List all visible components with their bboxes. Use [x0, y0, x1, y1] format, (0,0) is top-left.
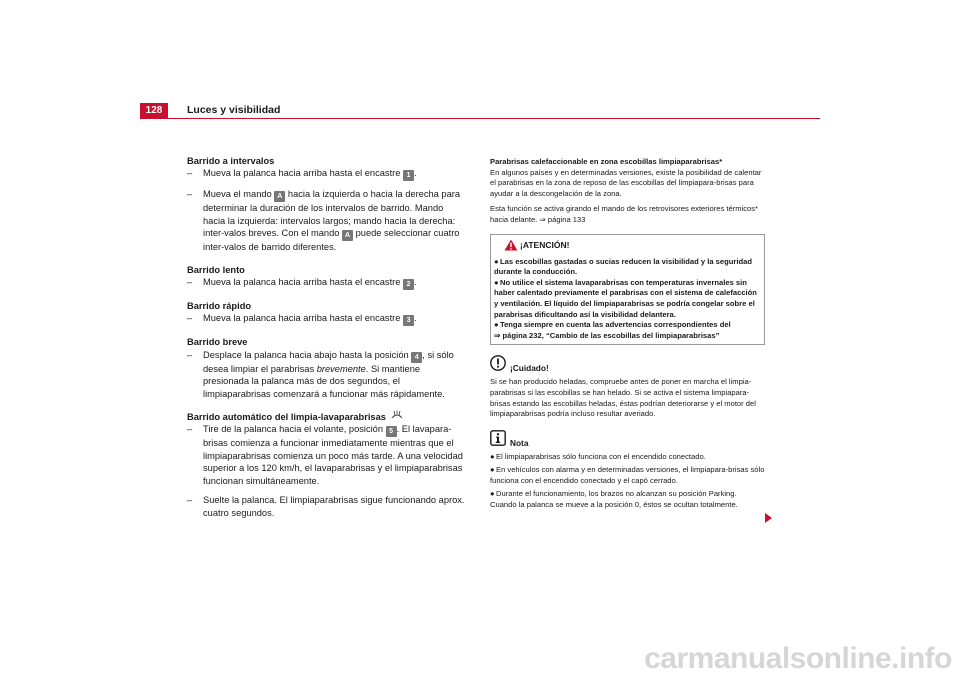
note-title: Nota [510, 437, 529, 448]
step-text: Suelte la palanca. El limpiaparabrisas sigue funcionando aprox. cuatro segundos. [203, 495, 465, 518]
warning-box [490, 234, 765, 346]
right-column [490, 157, 765, 511]
caution-title: ¡Cuidado! [510, 363, 549, 374]
section-title-slow: Barrido lento [187, 264, 245, 275]
note-bullet [490, 452, 765, 463]
bullet-icon: ● [494, 320, 499, 330]
step-fast [187, 312, 467, 326]
washer-spray-icon [391, 410, 403, 420]
bullet-text: Tenga siempre en cuenta las advertencias correspondientes del [500, 320, 731, 330]
bullet-text: Durante el funcionamiento, los brazos no alcanzan su posición Parking. Cuando la palanca se mueve a la posición 0, éstos se ocultan totalmente. [490, 489, 738, 510]
step-intervals-2 [187, 188, 467, 253]
step-auto-1 [187, 423, 467, 487]
step-text: hacia la izquierda o hacia la derecha para determinar la duración de los intervalos de barrido. Mando hacia la izquierda: intervalos largos; mando hacia la derecha: inter-valos breves. Con el mando [203, 189, 461, 239]
warning-bullet [494, 278, 761, 320]
note-bullet [490, 489, 765, 510]
step-intervals-1 [187, 167, 467, 181]
bullet-icon: ● [490, 465, 495, 475]
dash: – [187, 349, 193, 360]
section-title-fast: Barrido rápido [187, 301, 252, 312]
page-header [140, 103, 820, 119]
step-text: Mueva la palanca hacia arriba hasta el encastre [203, 313, 404, 324]
position-badge-4: 4 [411, 352, 422, 363]
warning-title: ¡ATENCIÓN! [520, 239, 570, 250]
section-title-brief: Barrido breve [187, 337, 248, 348]
dash: – [187, 189, 193, 200]
heated-windscreen-text: En algunos países y en determinadas versiones, existe la posibilidad de calentar el parabrisas en la zona de reposo de las escobillas del limpiapara-brisas para ayudar a la descongelación de la zona. [490, 167, 762, 198]
section-title-intervals: Barrido a intervalos [187, 156, 275, 166]
step-text: . El lavapara-brisas comienza a funcionar inmediatamente mientras que el limpiaparabrisas comienza un poco más tarde. A una velocidad superior a los 120 km/h, el lavaparabrisas y el limpiaparabrisas funcionan simultáneamente. [203, 424, 463, 486]
position-badge-3: 3 [403, 315, 414, 326]
step-text: . [414, 168, 417, 179]
dash: – [187, 277, 193, 288]
step-text: Desplace la palanca hacia abajo hasta la posición [203, 349, 412, 360]
section-title-auto [187, 410, 467, 423]
page-reference-link[interactable]: ⇒ página 133 [539, 214, 586, 224]
watermark: carmanualsonline.info [644, 642, 952, 675]
bullet-icon: ● [494, 256, 499, 266]
step-text: Mueva la palanca hacia arriba hasta el encastre [203, 277, 404, 288]
caution-exclamation-icon [490, 355, 506, 371]
header-rule [168, 118, 820, 119]
page-number: 128 [140, 103, 168, 119]
position-badge-1: 1 [403, 170, 414, 181]
caution-header [490, 355, 765, 377]
dash: – [187, 313, 193, 324]
step-text: Mueva la palanca hacia arriba hasta el encastre [203, 168, 404, 179]
dash: – [187, 424, 193, 435]
step-auto-2 [187, 494, 467, 519]
position-badge-5: 5 [386, 426, 397, 437]
bullet-icon: ● [490, 489, 495, 499]
step-brief [187, 349, 467, 400]
section-title-text: Barrido automático del limpia-lavaparabrisas [187, 412, 386, 423]
footer [0, 640, 960, 678]
paragraph-text: Esta función se activa girando el mando de los retrovisores exteriores térmicos* hacia delante. [490, 204, 759, 224]
bullet-text: El limpiaparabrisas sólo funciona con el encendido conectado. [496, 451, 706, 461]
bullet-text: En vehículos con alarma y en determinadas versiones, el limpiapara-brisas sólo funciona con el encendido conectado y el capó cerrado. [490, 465, 765, 485]
dash: – [187, 495, 193, 506]
warning-bullet [494, 257, 761, 278]
bullet-icon: ● [490, 451, 495, 461]
step-text: , si sólo desea limpiar el parabrisas [203, 349, 454, 374]
step-text: . [414, 277, 417, 288]
note-info-icon [490, 430, 506, 446]
step-text: Mueva el mando [203, 189, 275, 200]
step-text: Tire de la palanca hacia el volante, posición [203, 424, 386, 435]
page-reference-link[interactable]: ⇒ página 232, “Cambio de las escobillas del limpiaparabrisas” [494, 330, 720, 340]
note-bullet [490, 465, 765, 486]
caution-text: Si se han producido heladas, compruebe antes de poner en marcha el limpia-parabrisas si las escobillas se han helado. Si se activa el sistema limpiapara-brisas estando las escobillas heladas, éstas podrían deteriorarse y el motor del limpiaparabrisas podría incluso resultar averiado. [490, 377, 756, 419]
control-badge-a: A [342, 230, 353, 241]
left-column [187, 155, 467, 519]
dash: – [187, 168, 193, 179]
warning-triangle-icon [504, 239, 518, 251]
heated-windscreen-activation [490, 204, 765, 225]
warning-header [494, 235, 761, 255]
emphasis-text: brevemente [316, 363, 366, 374]
step-slow [187, 276, 467, 290]
chapter-title: Luces y visibilidad [187, 104, 281, 116]
bullet-text: No utilice el sistema lavaparabrisas con temperaturas invernales sin haber calentado previamente el parabrisas con el sistema de calefacción y ventilación. El líquido del limpiaparabrisas se podría congelar sobre el parabrisas dificultando así la visibilidad delantera. [494, 277, 757, 319]
bullet-icon: ● [494, 277, 499, 287]
continue-arrow-icon [765, 513, 772, 523]
note-header [490, 430, 765, 452]
position-badge-2: 2 [403, 279, 414, 290]
warning-bullet [494, 320, 761, 341]
step-text: . Si mantiene presionada la palanca más de dos segundos, el limpiaparabrisas comenzará a funcionar más rápidamente. [203, 363, 445, 399]
control-badge-a: A [274, 191, 285, 202]
bullet-text: Las escobillas gastadas o sucias reducen la visibilidad y la seguridad durante la conducción. [494, 256, 752, 277]
heated-windscreen-title: Parabrisas calefaccionable en zona escobillas limpiaparabrisas* [490, 157, 723, 166]
step-text: . [414, 313, 417, 324]
step-text: puede seleccionar cuatro inter-valos de barrido diferentes. [203, 228, 460, 253]
